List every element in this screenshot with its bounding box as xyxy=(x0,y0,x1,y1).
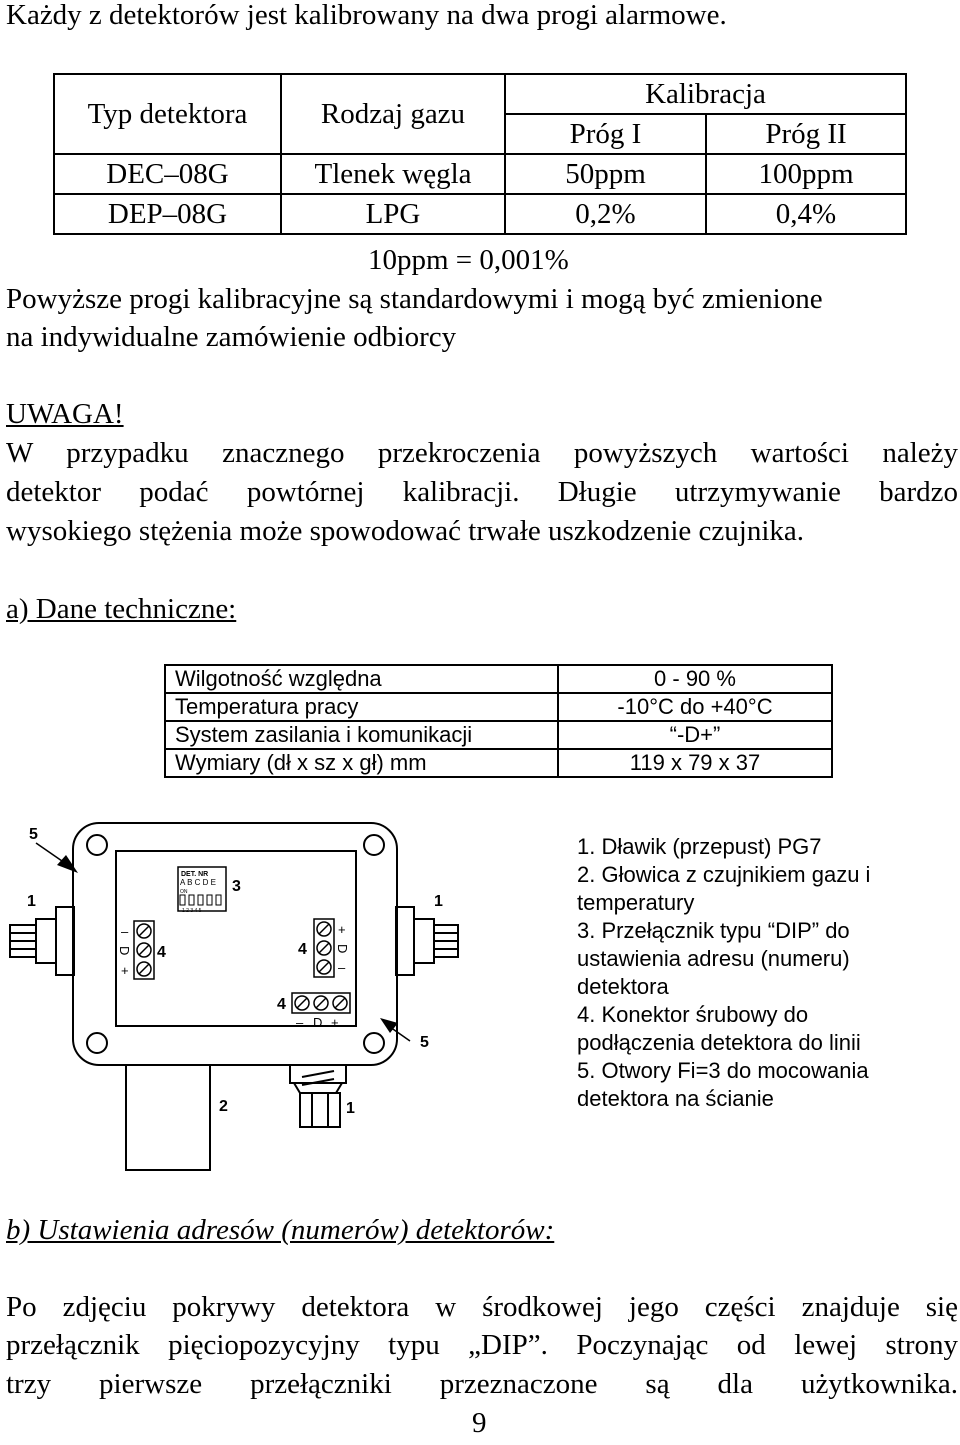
callout-5: 5 xyxy=(29,826,38,843)
cell-t2: 0,4% xyxy=(706,194,906,234)
header-threshold-2: Próg II xyxy=(706,114,906,154)
cell-gas: Tlenek węgla xyxy=(281,154,505,194)
table-row xyxy=(165,749,832,777)
diagram-legend xyxy=(577,833,960,1113)
left-term-d: D xyxy=(117,946,132,956)
callout-1: 1 xyxy=(346,1100,355,1117)
left-term-plus: + xyxy=(121,963,129,978)
table-row xyxy=(165,721,832,749)
tech-label: Temperatura pracy xyxy=(165,693,558,721)
tech-label: Wymiary (dł x sz x gł) mm xyxy=(165,749,558,777)
legend-line: 4. Konektor śrubowy do xyxy=(577,1002,809,1027)
tech-label: System zasilania i komunikacji xyxy=(165,721,558,749)
dip-numbers: 1 2 3 4 5 xyxy=(182,908,202,914)
warning-line-3: wysokiego stężenia może spowodować trwałe uszkodzenie czujnika. xyxy=(6,515,805,547)
tech-value: 0 - 90 % xyxy=(558,665,832,693)
right-term-plus: + xyxy=(338,922,346,937)
callout-3: 3 xyxy=(232,878,241,895)
section-a-heading: a) Dane techniczne: xyxy=(6,593,237,625)
left-terminal-block xyxy=(134,921,154,979)
section-b-heading: b) Ustawienia adresów (numerów) detektorów: xyxy=(6,1214,555,1246)
calibration-table xyxy=(53,73,907,235)
header-threshold-1: Próg I xyxy=(505,114,706,154)
callout-1: 1 xyxy=(27,893,36,910)
warning-line-2: detektor podać powtórnej kalibracji. Długie utrzymywanie bardzo xyxy=(6,476,958,508)
legend-line: ustawienia adresu (numeru) xyxy=(577,946,850,971)
right-gland xyxy=(396,907,458,975)
mounting-hole xyxy=(364,1033,384,1053)
legend-line: temperatury xyxy=(577,890,695,915)
tech-value: “-D+” xyxy=(558,721,832,749)
conversion-text: 10ppm = 0,001% xyxy=(368,244,569,276)
final-line-1: Po zdjęciu pokrywy detektora w środkowej jego części znajduje się xyxy=(6,1291,958,1323)
final-line-2: przełącznik pięciopozycyjny typu „DIP”. Poczynając od lewej strony xyxy=(6,1329,958,1361)
cell-type: DEC–08G xyxy=(54,154,281,194)
callout-arrow xyxy=(36,843,78,873)
table-row xyxy=(165,665,832,693)
final-line-3: trzy pierwsze przełączniki przeznaczone są dla użytkownika. xyxy=(6,1368,958,1400)
table-row xyxy=(165,693,832,721)
page-number: 9 xyxy=(472,1407,487,1439)
mounting-hole xyxy=(87,835,107,855)
legend-line: 5. Otwory Fi=3 do mocowania xyxy=(577,1058,869,1083)
right-term-minus: – xyxy=(338,960,346,975)
right-terminal-block xyxy=(314,919,334,977)
sensor-head xyxy=(126,1065,210,1170)
tech-value: -10°C do +40°C xyxy=(558,693,832,721)
tech-label: Wilgotność względna xyxy=(165,665,558,693)
cell-t1: 0,2% xyxy=(505,194,706,234)
bottom-term-d: D xyxy=(313,1015,323,1030)
note-line-1: Powyższe progi kalibracyjne są standardowymi i mogą być zmienione xyxy=(6,283,823,315)
legend-line: podłączenia detektora do linii xyxy=(577,1030,861,1055)
cell-t1: 50ppm xyxy=(505,154,706,194)
cell-t2: 100ppm xyxy=(706,154,906,194)
warning-line-1: W przypadku znacznego przekroczenia powyższych wartości należy xyxy=(6,437,958,469)
detector-diagram xyxy=(0,815,560,1175)
mounting-hole xyxy=(364,835,384,855)
bottom-term-minus: – xyxy=(296,1015,304,1030)
header-calibration: Kalibracja xyxy=(505,74,906,114)
callout-4: 4 xyxy=(298,941,307,958)
callout-arrow xyxy=(380,1018,410,1041)
legend-line: 1. Dławik (przepust) PG7 xyxy=(577,834,822,859)
intro-text: Każdy z detektorów jest kalibrowany na dwa progi alarmowe. xyxy=(6,0,727,31)
header-type: Typ detektora xyxy=(54,74,281,154)
legend-line: 3. Przełącznik typu “DIP” do xyxy=(577,918,850,943)
legend-line: 2. Głowica z czujnikiem gazu i xyxy=(577,862,871,887)
dip-letters: A B C D E xyxy=(180,878,217,887)
dip-title: DET. NR xyxy=(181,871,209,878)
callout-4: 4 xyxy=(157,944,166,961)
dip-on: ON xyxy=(180,889,188,895)
left-term-minus: – xyxy=(121,924,129,939)
legend-line: detektora na ścianie xyxy=(577,1086,774,1111)
legend-line: detektora xyxy=(577,974,669,999)
table-row xyxy=(54,194,906,234)
header-gas: Rodzaj gazu xyxy=(281,74,505,154)
mounting-hole xyxy=(87,1033,107,1053)
cell-type: DEP–08G xyxy=(54,194,281,234)
callout-5: 5 xyxy=(420,1034,429,1051)
tech-table xyxy=(164,664,833,778)
warning-title: UWAGA! xyxy=(6,398,124,430)
callout-4: 4 xyxy=(277,996,286,1013)
bottom-terminal-block xyxy=(292,993,350,1013)
left-gland xyxy=(10,907,74,975)
callout-2: 2 xyxy=(219,1098,228,1115)
note-line-2: na indywidualne zamówienie odbiorcy xyxy=(6,321,457,353)
right-term-d: D xyxy=(335,944,350,954)
callout-1: 1 xyxy=(434,893,443,910)
bottom-term-plus: + xyxy=(331,1015,339,1030)
cell-gas: LPG xyxy=(281,194,505,234)
table-row xyxy=(54,154,906,194)
tech-value: 119 x 79 x 37 xyxy=(558,749,832,777)
bottom-gland xyxy=(290,1065,346,1127)
